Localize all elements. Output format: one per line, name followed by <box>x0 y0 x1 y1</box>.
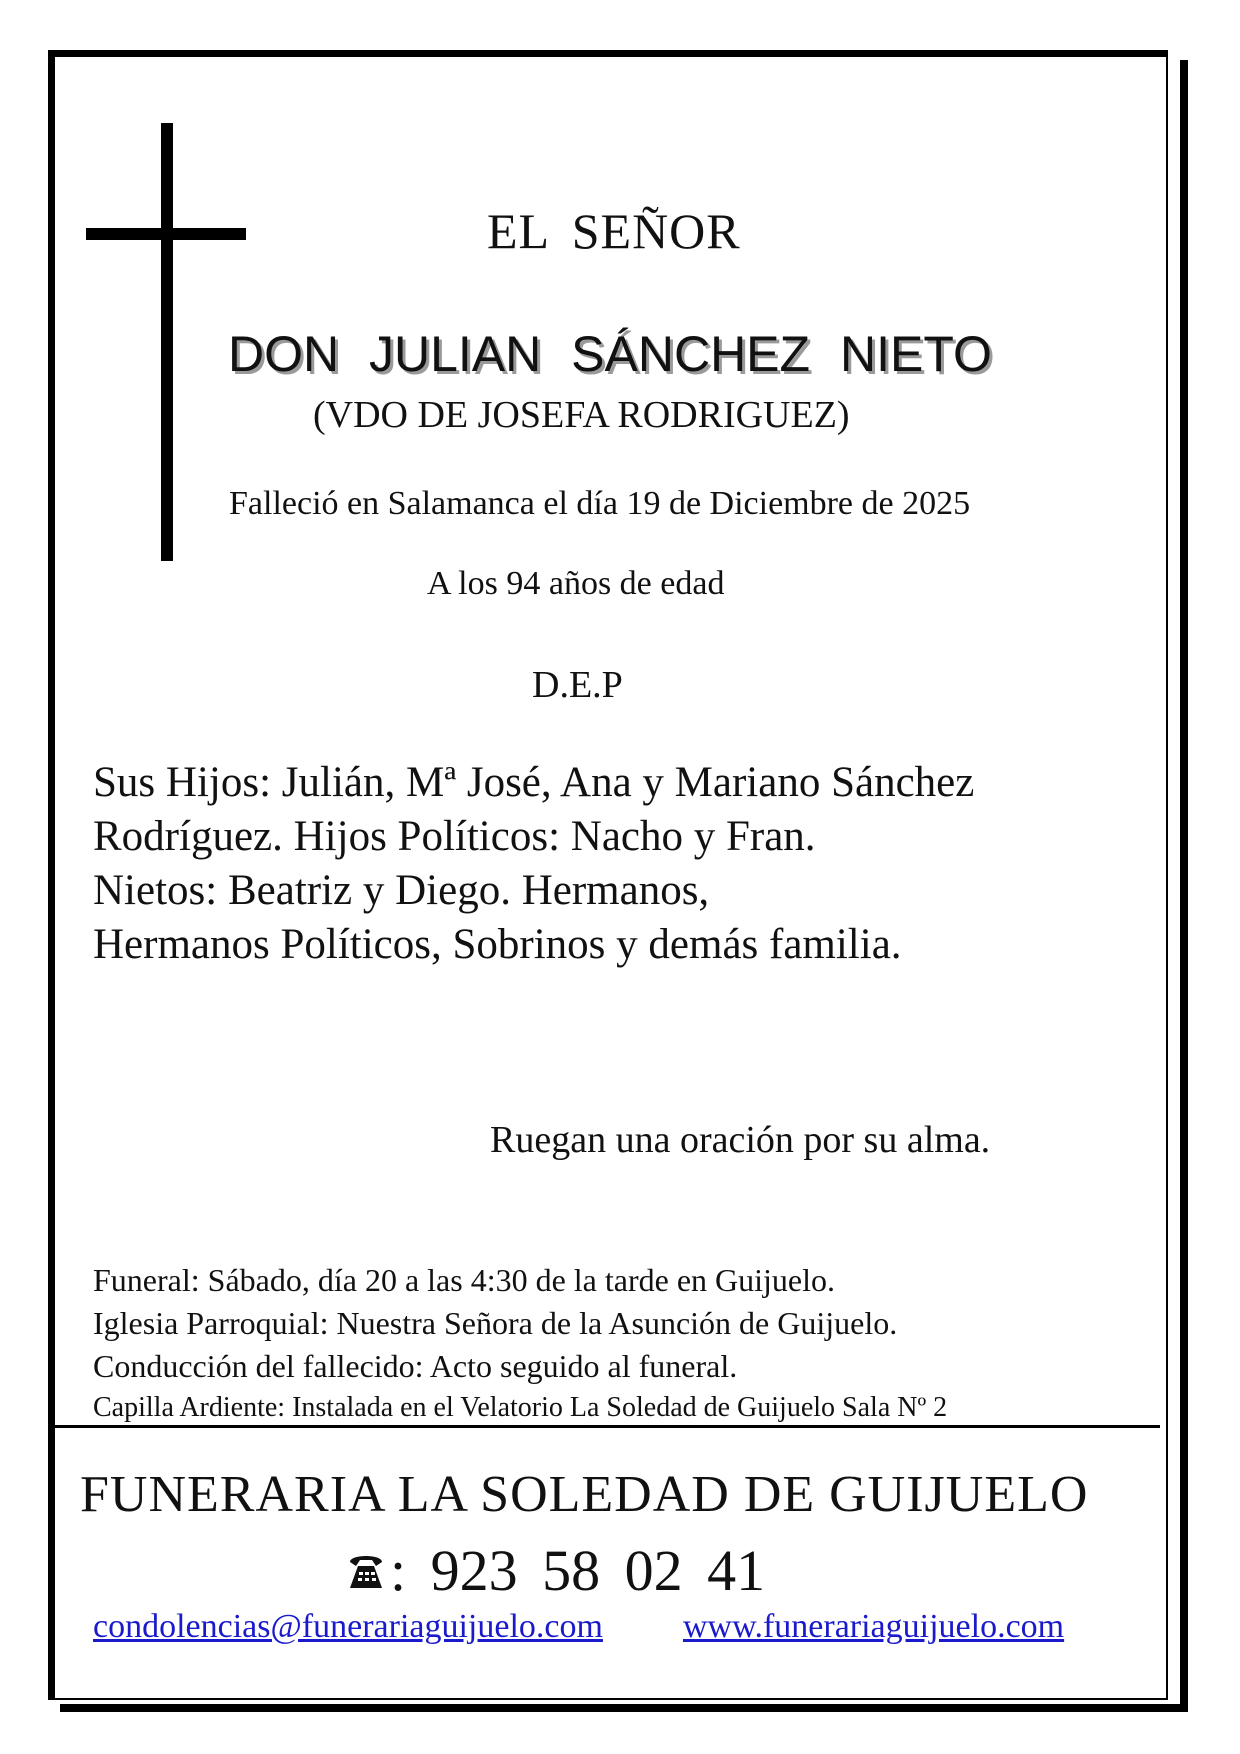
cross-horizontal-bar <box>86 228 246 240</box>
family-line: Sus Hijos: Julián, Mª José, Ana y Mariano Sánchez <box>93 759 975 806</box>
phone-row <box>346 1535 765 1605</box>
age-at-death: A los 94 años de edad <box>427 565 725 602</box>
church-info: Iglesia Parroquial: Nuestra Señora de la Asunción de Guijuelo. <box>93 1305 898 1341</box>
email-link[interactable]: condolencias@funerariaguijuelo.com <box>93 1608 603 1645</box>
deceased-name: DON JULIAN SÁNCHEZ NIETO <box>228 326 992 382</box>
prayer-request: Ruegan una oración por su alma. <box>490 1119 991 1161</box>
family-line: Hermanos Políticos, Sobrinos y demás familia. <box>93 921 902 968</box>
widower-of: (VDO DE JOSEFA RODRIGUEZ) <box>313 394 850 436</box>
website-link[interactable]: www.funerariaguijuelo.com <box>683 1608 1065 1645</box>
telephone-icon <box>346 1548 386 1592</box>
cross-vertical-bar <box>161 123 173 561</box>
funeral-info: Funeral: Sábado, día 20 a las 4:30 de la tarde en Guijuelo. <box>93 1262 836 1298</box>
family-line: Rodríguez. Hijos Políticos: Nacho y Fran. <box>93 813 816 860</box>
death-place-date: Falleció en Salamanca el día 19 de Diciembre de 2025 <box>229 485 971 522</box>
footer-divider <box>48 1425 1160 1428</box>
title-prefix: EL SEÑOR <box>487 203 741 259</box>
family-line: Nietos: Beatriz y Diego. Hermanos, <box>93 867 710 914</box>
procession-info: Conducción del fallecido: Acto seguido al funeral. <box>93 1348 738 1384</box>
funeral-home-name: FUNERARIA LA SOLEDAD DE GUIJUELO <box>80 1466 1089 1523</box>
chapel-info: Capilla Ardiente: Instalada en el Velatorio La Soledad de Guijuelo Sala Nº 2 <box>93 1392 948 1423</box>
rest-in-peace: D.E.P <box>532 664 623 706</box>
phone-number: : 923 58 02 41 <box>390 1537 766 1603</box>
